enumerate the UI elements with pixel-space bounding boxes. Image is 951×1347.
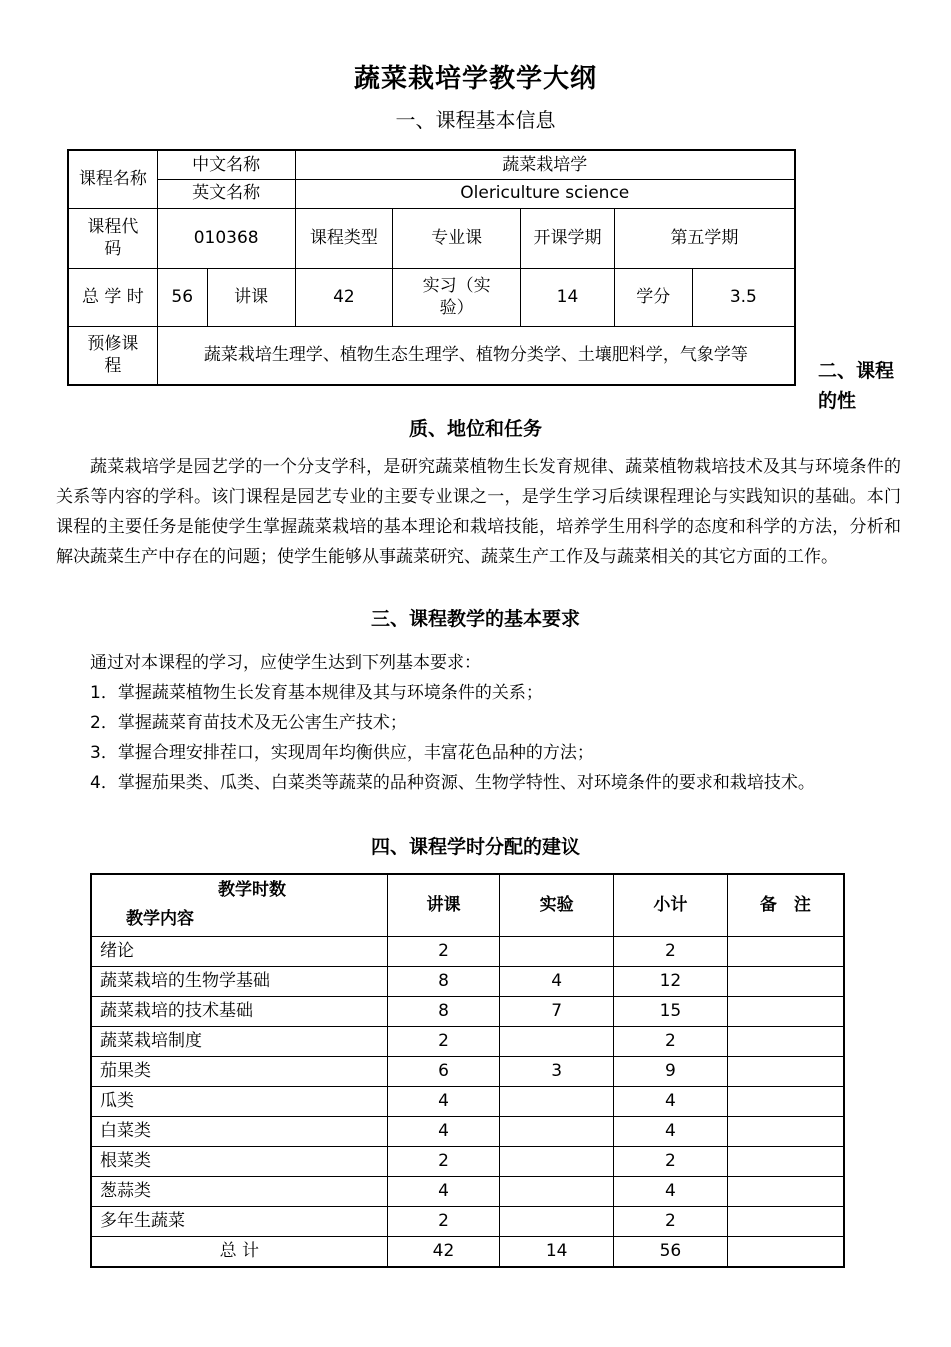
row-note [727, 967, 844, 997]
en-name-value: Olericulture science [295, 179, 795, 208]
row-note [727, 1057, 844, 1087]
row-subtotal: 2 [614, 1147, 728, 1177]
row-subtotal: 4 [614, 1177, 728, 1207]
table-row [91, 1117, 844, 1147]
row-lab: 4 [500, 967, 614, 997]
col-note-header: 备 注 [727, 874, 844, 937]
table-header-row [91, 874, 844, 937]
prereq-value: 蔬菜栽培生理学、植物生态生理学、植物分类学、土壤肥料学，气象学等 [157, 326, 795, 385]
row-name: 葱蒜类 [91, 1177, 387, 1207]
row-subtotal: 4 [614, 1087, 728, 1117]
row-lab [500, 1087, 614, 1117]
row-name: 蔬菜栽培的技术基础 [91, 997, 387, 1027]
total-label: 总 计 [91, 1237, 387, 1268]
row-name: 白菜类 [91, 1117, 387, 1147]
table-row [91, 1147, 844, 1177]
row-subtotal: 2 [614, 937, 728, 967]
course-code-label: 课程代码 [68, 208, 157, 268]
row-lecture: 2 [387, 1207, 500, 1237]
row-name: 多年生蔬菜 [91, 1207, 387, 1237]
section2-paragraph: 蔬菜栽培学是园艺学的一个分支学科，是研究蔬菜植物生长发育规律、蔬菜植物栽培技术及其与环境条件的关系等内容的学科。该门课程是园艺专业的主要专业课之一，是学生学习后续课程理论与实践知识的基础。本门课程的主要任务是能使学生掌握蔬菜栽培的基本理论和栽培技能，培养学生用科学的态度和科学的方法，分析和解决蔬菜生产中存在的问题；使学生能够从事蔬菜研究、蔬菜生产工作及与蔬菜相关的其它方面的工作。 [56, 457, 901, 567]
total-lecture: 42 [387, 1237, 500, 1268]
course-type-value: 专业课 [393, 208, 521, 268]
row-name: 蔬菜栽培的生物学基础 [91, 967, 387, 997]
table-row [91, 997, 844, 1027]
row-lab: 7 [500, 997, 614, 1027]
requirements-list [56, 648, 901, 798]
section2-heading-part2: 质、地位和任务 [408, 418, 542, 440]
credit-label: 学分 [614, 268, 692, 326]
row-note [727, 1147, 844, 1177]
total-lab: 14 [500, 1237, 614, 1268]
en-name-label: 英文名称 [157, 179, 295, 208]
row-subtotal: 2 [614, 1207, 728, 1237]
row-subtotal: 15 [614, 997, 728, 1027]
practice-hours-value: 14 [521, 268, 615, 326]
row-lab [500, 1027, 614, 1057]
header-hours-label: 教学时数 [218, 880, 286, 900]
course-info-table [67, 149, 796, 386]
hours-table-body [91, 937, 844, 1237]
row-lab [500, 1177, 614, 1207]
row-name: 茄果类 [91, 1057, 387, 1087]
table-row [91, 1087, 844, 1117]
lecture-hours-value: 42 [295, 268, 393, 326]
section1-heading: 一、课程基本信息 [395, 108, 556, 132]
document-title: 蔬菜栽培学教学大纲 [353, 64, 597, 94]
row-subtotal: 4 [614, 1117, 728, 1147]
section3-heading: 三、课程教学的基本要求 [370, 608, 580, 630]
section4-heading: 四、课程学时分配的建议 [370, 836, 580, 858]
row-note [727, 1207, 844, 1237]
requirement-item: 1．掌握蔬菜植物生长发育基本规律及其与环境条件的关系； [90, 683, 543, 703]
requirement-item: 2．掌握蔬菜育苗技术及无公害生产技术； [90, 713, 407, 733]
table-row [91, 1177, 844, 1207]
total-hours-value: 56 [157, 268, 207, 326]
row-note [727, 997, 844, 1027]
row-lecture: 2 [387, 1147, 500, 1177]
row-lecture: 2 [387, 937, 500, 967]
row-lab [500, 1147, 614, 1177]
row-name: 瓜类 [91, 1087, 387, 1117]
term-value: 第五学期 [614, 208, 795, 268]
total-row [91, 1237, 844, 1268]
requirement-intro: 通过对本课程的学习，应使学生达到下列基本要求： [90, 653, 481, 673]
table-row [91, 1207, 844, 1237]
cn-name-value: 蔬菜栽培学 [295, 150, 795, 179]
row-subtotal: 12 [614, 967, 728, 997]
requirement-item: 3．掌握合理安排茬口，实现周年均衡供应，丰富花色品种的方法； [90, 743, 594, 763]
total-note [727, 1237, 844, 1268]
credit-value: 3.5 [692, 268, 795, 326]
course-type-label: 课程类型 [295, 208, 393, 268]
col-lab-header: 实验 [500, 874, 614, 937]
term-label: 开课学期 [521, 208, 615, 268]
row-note [727, 937, 844, 967]
lecture-label: 讲课 [207, 268, 295, 326]
row-lecture: 8 [387, 967, 500, 997]
row-note [727, 1117, 844, 1147]
row-lecture: 4 [387, 1177, 500, 1207]
diagonal-header-cell [92, 875, 387, 936]
col-lecture-header: 讲课 [387, 874, 500, 937]
row-subtotal: 9 [614, 1057, 728, 1087]
row-name: 蔬菜栽培制度 [91, 1027, 387, 1057]
cn-name-label: 中文名称 [157, 150, 295, 179]
row-lecture: 6 [387, 1057, 500, 1087]
total-subtotal: 56 [614, 1237, 728, 1268]
row-note [727, 1087, 844, 1117]
row-lecture: 4 [387, 1117, 500, 1147]
table-row [91, 937, 844, 967]
row-name: 根菜类 [91, 1147, 387, 1177]
row-lab [500, 1207, 614, 1237]
row-note [727, 1027, 844, 1057]
requirement-item: 4．掌握茄果类、瓜类、白菜类等蔬菜的品种资源、生物学特性、对环境条件的要求和栽培技术。 [90, 773, 815, 793]
row-subtotal: 2 [614, 1027, 728, 1057]
header-content-label: 教学内容 [126, 909, 194, 929]
row-lecture: 8 [387, 997, 500, 1027]
practice-label: 实习（实验） [393, 268, 521, 326]
hours-allocation-table [90, 873, 845, 1268]
row-note [727, 1177, 844, 1207]
row-lab [500, 1117, 614, 1147]
table-row [91, 1057, 844, 1087]
total-hours-label: 总 学 时 [68, 268, 157, 326]
table-row [91, 967, 844, 997]
col-subtotal-header: 小计 [614, 874, 728, 937]
course-name-label: 课程名称 [68, 150, 157, 208]
row-lecture: 4 [387, 1087, 500, 1117]
prereq-label: 预修课程 [68, 326, 157, 385]
row-lab: 3 [500, 1057, 614, 1087]
row-lecture: 2 [387, 1027, 500, 1057]
section2-heading-part1: 二、课程的性 [818, 360, 895, 412]
course-code-value: 010368 [157, 208, 295, 268]
table-row [91, 1027, 844, 1057]
row-lab [500, 937, 614, 967]
row-name: 绪论 [91, 937, 387, 967]
